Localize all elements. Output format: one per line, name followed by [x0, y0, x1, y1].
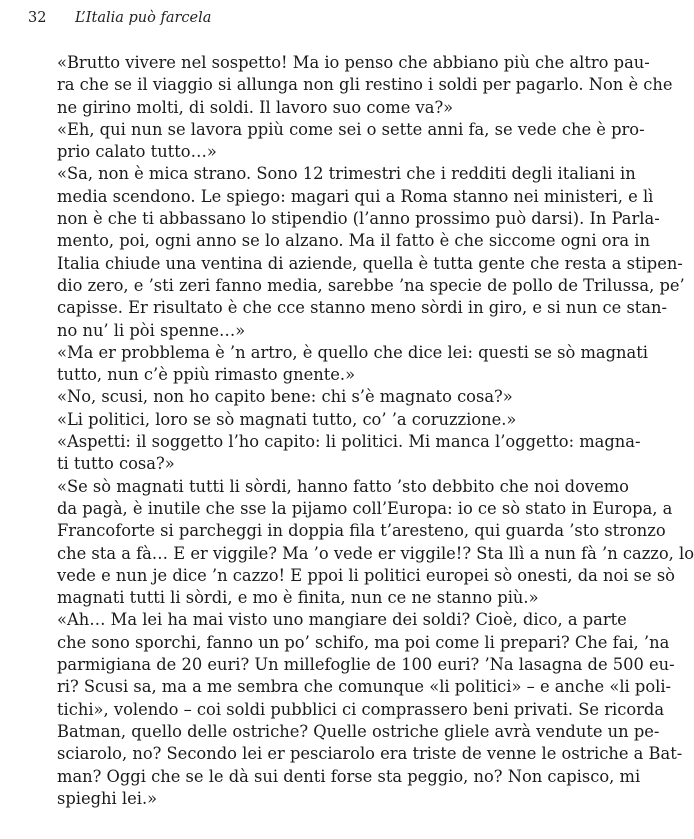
text-line: Batman, quello delle ostriche? Quelle ostriche gliele avrà vendute un pe-	[57, 721, 660, 741]
text-line: «No, scusi, non ho capito bene: chi s’è magnato cosa?»	[57, 387, 513, 407]
text-line: che sta a fà… E er viggile? Ma ’o vede er viggile!? Sta llì a nun fà ’n cazzo, lo	[57, 543, 694, 563]
page-header	[28, 10, 609, 30]
text-line: «Se sò magnati tutti li sòrdi, hanno fatto ’sto debbito che noi dovemo	[57, 476, 629, 496]
text-line: ri? Scusi sa, ma a me sembra che comunque «li politici» – e anche «li poli-	[57, 677, 672, 697]
text-line: tichi», volendo – coi soldi pubblici ci comprassero beni privati. Se ricorda	[57, 699, 665, 719]
text-line: capisse. Er risultato è che cce stanno meno sòrdi in giro, e si nun ce stan-	[57, 298, 668, 318]
text-line: «Aspetti: il soggetto l’ho capito: li politici. Mi manca l’oggetto: magna-	[57, 432, 641, 452]
text-line: man? Oggi che se le dà sui denti forse sta peggio, no? Non capisco, mi	[57, 766, 641, 786]
text-line: «Li politici, loro se sò magnati tutto, co’ ’a coruzzione.»	[57, 409, 517, 429]
text-line: sciarolo, no? Secondo lei er pesciarolo era triste de venne le ostriche a Bat-	[57, 744, 683, 764]
text-line: Italia chiude una ventina di aziende, quella è tutta gente che resta a stipen-	[57, 253, 683, 273]
running-title: L’Italia può farcela	[75, 10, 212, 26]
text-line: «Sa, non è mica strano. Sono 12 trimestri che i redditi degli italiani in	[57, 164, 636, 184]
text-line: prio calato tutto…»	[57, 142, 217, 162]
text-line: ti tutto cosa?»	[57, 454, 175, 474]
text-line: «Brutto vivere nel sospetto! Ma io penso che abbiano più che altro pau-	[57, 53, 650, 72]
text-line: tutto, nun c’è ppiù rimasto gnente.»	[57, 365, 356, 385]
text-line: magnati tutti li sòrdi, e mo è finita, nun ce ne stanno più.»	[57, 588, 539, 608]
text-line: spieghi lei.»	[57, 788, 158, 808]
text-line: no nu’ li pòi spenne…»	[57, 320, 246, 340]
text-line: ne girino molti, di soldi. Il lavoro suo come va?»	[57, 97, 454, 117]
text-line: non è che ti abbassano lo stipendio (l’anno prossimo può darsi). In Parla-	[57, 209, 660, 229]
text-line: Francoforte si parcheggi in doppia fila t’aresteno, qui guarda ’sto stronzo	[57, 521, 666, 541]
text-line: da pagà, è inutile che sse la pijamo coll’Europa: io ce sò stato in Europa, a	[57, 498, 673, 518]
text-line: dio zero, e ’sti zeri fanno media, sarebbe ’na specie de pollo de Trilussa, pe’	[57, 275, 685, 295]
text-line: ra che se il viaggio si allunga non gli restino i soldi per pagarlo. Non è che	[57, 75, 673, 95]
text-line: che sono sporchi, fanno un po’ schifo, ma poi come li prepari? Che fai, ’na	[57, 632, 670, 652]
page-number: 32	[28, 10, 47, 26]
body-text	[57, 52, 694, 810]
text-line: «Ma er probblema è ’n artro, è quello che dice lei: questi se sò magnati	[57, 342, 648, 362]
text-line: mento, poi, ogni anno se lo alzano. Ma il fatto è che siccome ogni ora in	[57, 231, 650, 251]
text-line: media scendono. Le spiego: magari qui a Roma stanno nei ministeri, e lì	[57, 186, 654, 206]
text-line: vede e nun je dice ’n cazzo! E ppoi li politici europei sò onesti, da noi se sò	[57, 565, 675, 585]
text-line: parmigiana de 20 euri? Un millefoglie de 100 euri? ’Na lasagna de 500 eu-	[57, 655, 675, 675]
text-line: «Eh, qui nun se lavora ppiù come sei o sette anni fa, se vede che è pro-	[57, 119, 645, 139]
text-line: «Ah… Ma lei ha mai visto uno mangiare dei soldi? Cioè, dico, a parte	[57, 610, 627, 630]
